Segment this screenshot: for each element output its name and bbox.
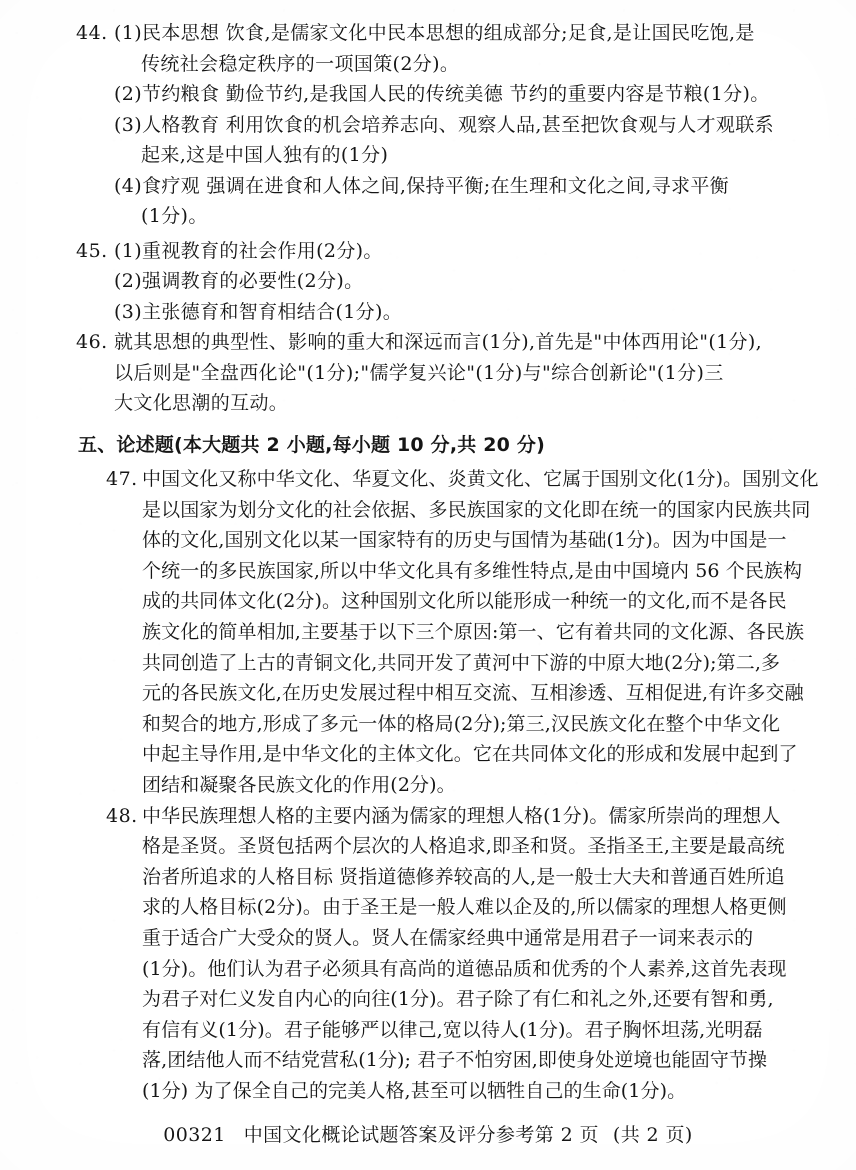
- essay-line: 族文化的简单相加,主要基于以下三个原因:第一、它有着共同的文化源、各民族: [142, 620, 805, 643]
- essay-line: 和契合的地方,形成了多元一体的格局(2分);第三,汉民族文化在整个中华文化: [142, 712, 781, 735]
- answer-number-45: 45.: [76, 239, 108, 262]
- essay-line: 为君子对仁义发自内心的向往(1分)。君子除了有仁和礼之外,还要有智和勇,: [142, 988, 774, 1011]
- essay-line: 求的人格目标(2分)。由于圣王是一般人难以企及的,所以儒家的理想人格更侧: [142, 896, 787, 919]
- essay-line: 个统一的多民族国家,所以中华文化具有多维性特点,是由中国境内 56 个民族构: [142, 559, 803, 582]
- answer-number-44: 44.: [76, 22, 108, 44]
- essay-line: 共同创造了上古的青铜文化,共同开发了黄河中下游的中原大地(2分);第二,多: [142, 651, 781, 674]
- answer-item-45: [76, 236, 786, 328]
- answer-line: 以后则是"全盘西化论"(1分);"儒学复兴论"(1分)与"综合创新论"(1分)三: [114, 361, 724, 384]
- answer-line: (1)民本思想 饮食,是儒家文化中民本思想的组成部分;足食,是让国民吃饱,是: [114, 22, 755, 44]
- answer-body-45: [114, 236, 786, 328]
- essay-line: 治者所追求的人格目标 贤指道德修养较高的人,是一般士大夫和普通百姓所追: [142, 865, 785, 888]
- answer-line: (1)重视教育的社会作用(2分)。: [114, 239, 383, 262]
- answer-number-46: 46.: [76, 331, 108, 353]
- answer-item-46: [76, 327, 786, 419]
- footer-page-total: (共 2 页): [612, 1124, 693, 1146]
- essay-line: 是以国家为划分文化的社会依据、多民族国家的文化即在统一的国家内民族共同: [142, 498, 811, 521]
- answer-line: (1分)。: [141, 205, 208, 227]
- essay-body-47: [142, 464, 819, 801]
- answer-line: 就其思想的典型性、影响的重大和深远而言(1分),首先是"中体西用论"(1分),: [114, 331, 763, 353]
- essay-number-48: 48.: [106, 804, 138, 827]
- essay-line: 团结和凝聚各民族文化的作用(2分)。: [142, 773, 456, 796]
- answer-line: (3)人格教育 利用饮食的机会培养志向、观察人品,甚至把饮食观与人才观联系: [114, 113, 774, 136]
- essay-line: 中华民族理想人格的主要内涵为儒家的理想人格(1分)。儒家所崇尚的理想人: [142, 804, 781, 827]
- essay-line: (1分)。他们认为君子必须具有高尚的道德品质和优秀的个人素养,这首先表现: [142, 957, 787, 980]
- essay-number-47: 47.: [106, 468, 138, 490]
- essay-line: (1分) 为了保全自己的完美人格,甚至可以牺牲自己的生命(1分)。: [142, 1079, 687, 1102]
- essay-item-47: [106, 464, 819, 801]
- essay-line: 重于适合广大受众的贤人。贤人在儒家经典中通常是用君子一词来表示的: [142, 926, 754, 949]
- answer-line: (2)强调教育的必要性(2分)。: [114, 270, 364, 292]
- essay-body-48: [142, 801, 786, 1107]
- essay-line: 体的文化,国别文化以某一国家特有的历史与国情为基础(1分)。因为中国是一: [142, 529, 787, 552]
- essay-item-48: [106, 801, 786, 1107]
- answer-body-46: [114, 327, 786, 419]
- page-content: [76, 18, 819, 1106]
- essay-line: 元的各民族文化,在历史发展过程中相互交流、互相渗透、互相促进,有许多交融: [142, 682, 804, 705]
- essay-line: 有信有义(1分)。君子能够严以律己,宽以待人(1分)。君子胸怀坦荡,光明磊: [142, 1018, 763, 1041]
- course-code: 00321: [163, 1124, 226, 1146]
- answer-line: 传统社会稳定秩序的一项国策(2分)。: [141, 52, 460, 75]
- answer-line: (2)节约粮食 勤俭节约,是我国人民的传统美德 节约的重要内容是节粮(1分)。: [114, 83, 770, 105]
- page-footer: [0, 1120, 856, 1147]
- essay-line: 中起主导作用,是中华文化的主体文化。它在共同体文化的形成和发展中起到了: [142, 743, 798, 766]
- answer-body-44: [114, 18, 786, 232]
- answer-line: 大文化思潮的互动。: [114, 392, 289, 414]
- section-heading-essay-questions: 五、论述题(本大题共 2 小题,每小题 10 分,共 20 分): [78, 433, 545, 456]
- answer-line: 起来,这是中国人独有的(1分): [141, 144, 389, 166]
- essay-line: 成的共同体文化(2分)。这种国别文化所以能形成一种统一的文化,而不是各民: [142, 590, 787, 613]
- answer-line: (4)食疗观 强调在进食和人体之间,保持平衡;在生理和文化之间,寻求平衡: [114, 174, 730, 197]
- answer-line: (3)主张德育和智育相结合(1分)。: [114, 300, 403, 323]
- footer-title: 中国文化概论试题答案及评分参考第 2 页: [243, 1124, 599, 1146]
- essay-line: 落,团结他人而不结党营私(1分); 君子不怕穷困,即使身处逆境也能固守节操: [142, 1049, 768, 1072]
- essay-line: 中国文化又称中华文化、华夏文化、炎黄文化、它属于国别文化(1分)。国别文化: [142, 468, 819, 490]
- answer-item-44: [76, 18, 786, 232]
- essay-line: 格是圣贤。圣贤包括两个层次的人格追求,即圣和贤。圣指圣王,主要是最高统: [142, 835, 785, 858]
